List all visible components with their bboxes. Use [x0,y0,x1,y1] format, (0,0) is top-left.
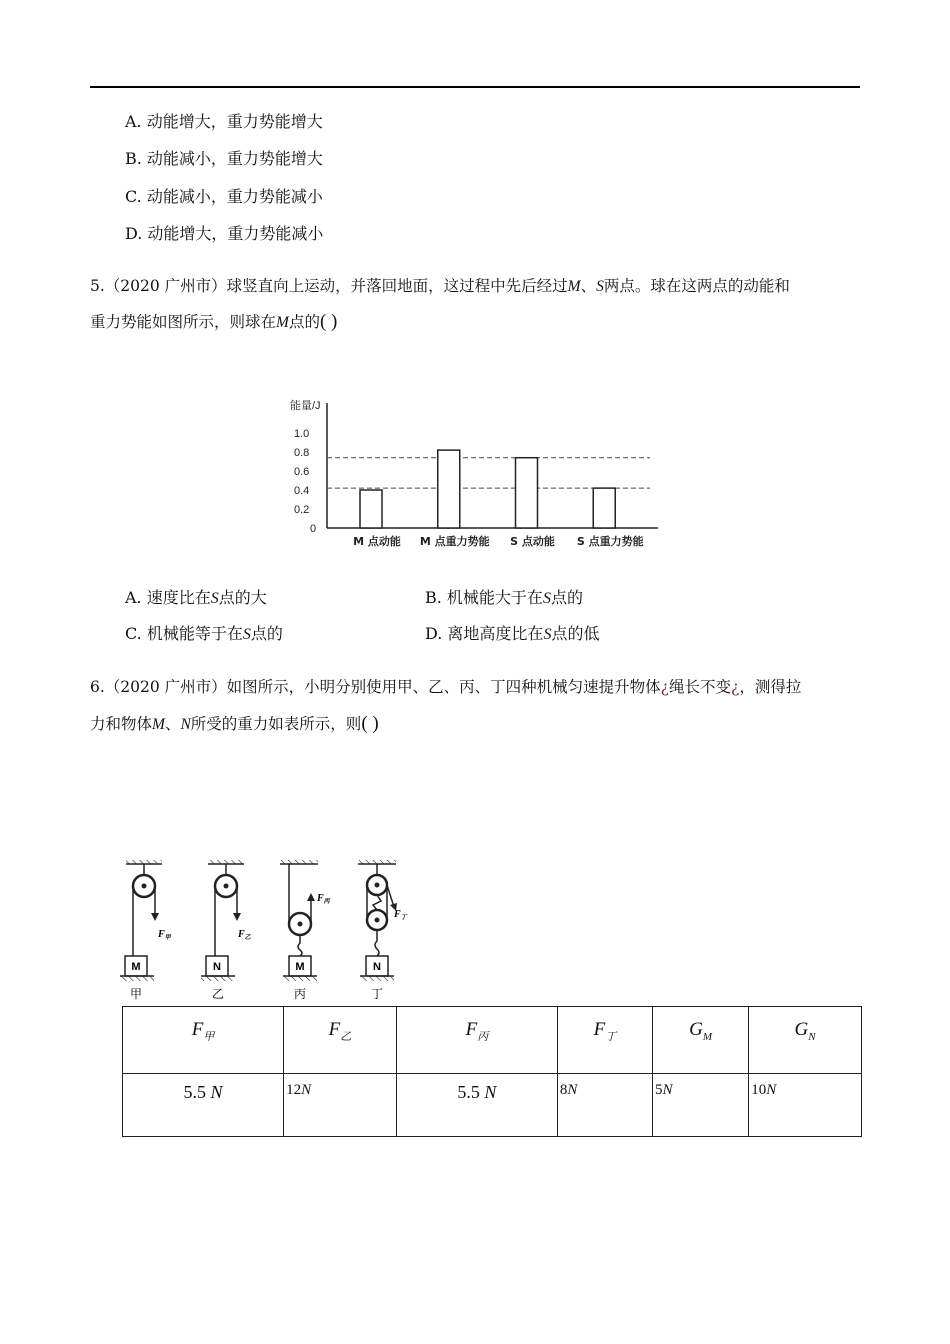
value-cell: 5N [652,1074,748,1137]
q5-option-b[interactable]: B. 机械能大于在S点的 [425,588,583,607]
label-yi: 乙 [211,987,225,1001]
force-label: $F_丙$ [317,893,330,905]
bar [516,458,538,528]
hook [375,930,379,956]
svg-text:M: M [131,961,141,973]
header-cell: $F_丁$ [557,1007,652,1074]
mechanism-ding [358,860,408,1001]
q5-option-c[interactable]: C. 机械能等于在S点的 [125,624,283,643]
q4-option-a[interactable]: A. 动能增大，重力势能增大 [125,112,323,131]
header-cell: $G_N$ [749,1007,862,1074]
q6-stem-line2: 力和物体M、N所受的重力如表所示，则( ) [90,713,379,734]
header-cell: $G_M$ [652,1007,748,1074]
value-cell: 8N [557,1074,652,1137]
mechanism-jia [120,860,172,1001]
answer-paren: ( ) [319,311,338,332]
value-cell: 12N [284,1074,397,1137]
q5-option-a[interactable]: A. 速度比在S点的大 [125,588,267,607]
y-tick-label: 1.0 [294,428,310,440]
bars [360,450,615,528]
value-cell: 10N [749,1074,862,1137]
y-tick-label: 0.8 [294,447,310,459]
force-arrow [307,893,315,901]
value-cell: 5.5 N [396,1074,557,1137]
y-tick-labels [294,428,316,535]
bar [360,490,382,528]
y-tick-label: 0.2 [294,504,310,516]
header-cell: $F_乙$ [284,1007,397,1074]
force-arrow [233,913,241,921]
q4-option-d[interactable]: D. 动能增大，重力势能减小 [125,224,324,243]
q6-stem-line1: 6.（2020 广州市）如图所示，小明分别使用甲、乙、丙、丁四种机械匀速提升物体¿绳长不变¿，测得拉 [90,678,802,696]
category-label: M 点动能 [353,535,401,548]
svg-text:N: N [373,961,381,973]
svg-text:N: N [213,961,221,973]
header-rule [90,86,860,88]
force-arrow [151,913,159,921]
mechanism-yi [201,860,252,1001]
header-cell: $F_丙$ [396,1007,557,1074]
hook [298,935,302,956]
force-label: $F_乙$ [238,929,251,941]
category-labels [353,534,644,548]
energy-bar-chart [290,395,670,555]
mechanism-bing [280,860,332,1001]
bar [593,488,615,528]
q4-option-c[interactable]: C. 动能减小，重力势能减小 [125,187,323,206]
q5-stem-line1: 5.（2020 广州市）球竖直向上运动，并落回地面，这过程中先后经过M、S两点。球在这两点的动能和 [90,277,790,295]
q5-option-d[interactable]: D. 离地高度比在S点的低 [425,624,600,643]
table-header-row [123,1007,862,1074]
value-cell: 5.5 N [123,1074,284,1137]
y-tick-label: 0.4 [294,485,310,497]
force-table [122,1006,862,1137]
label-jia: 甲 [129,987,143,1001]
force-label: $F_甲$ [158,929,171,941]
q5-stem-line2: 重力势能如图所示，则球在M点的( ) [90,311,338,332]
category-label: M 点重力势能 [419,535,490,548]
bar [438,450,460,528]
q4-option-b[interactable]: B. 动能减小，重力势能增大 [125,149,323,168]
label-ding: 丁 [370,987,384,1001]
answer-paren: ( ) [361,713,379,734]
label-bing: 丙 [293,987,307,1001]
header-cell: $F_甲$ [123,1007,284,1074]
y-tick-label: 0 [310,523,317,535]
reference-lines [327,458,650,488]
y-tick-label: 0.6 [294,466,310,478]
svg-text:M: M [295,961,305,973]
table-row [123,1074,862,1137]
category-label: S 点动能 [510,535,555,548]
category-label: S 点重力势能 [576,535,644,548]
force-label: $F_丁$ [394,909,407,921]
pulley-figure [120,855,420,1005]
y-axis-label: 能量/J [290,400,321,412]
